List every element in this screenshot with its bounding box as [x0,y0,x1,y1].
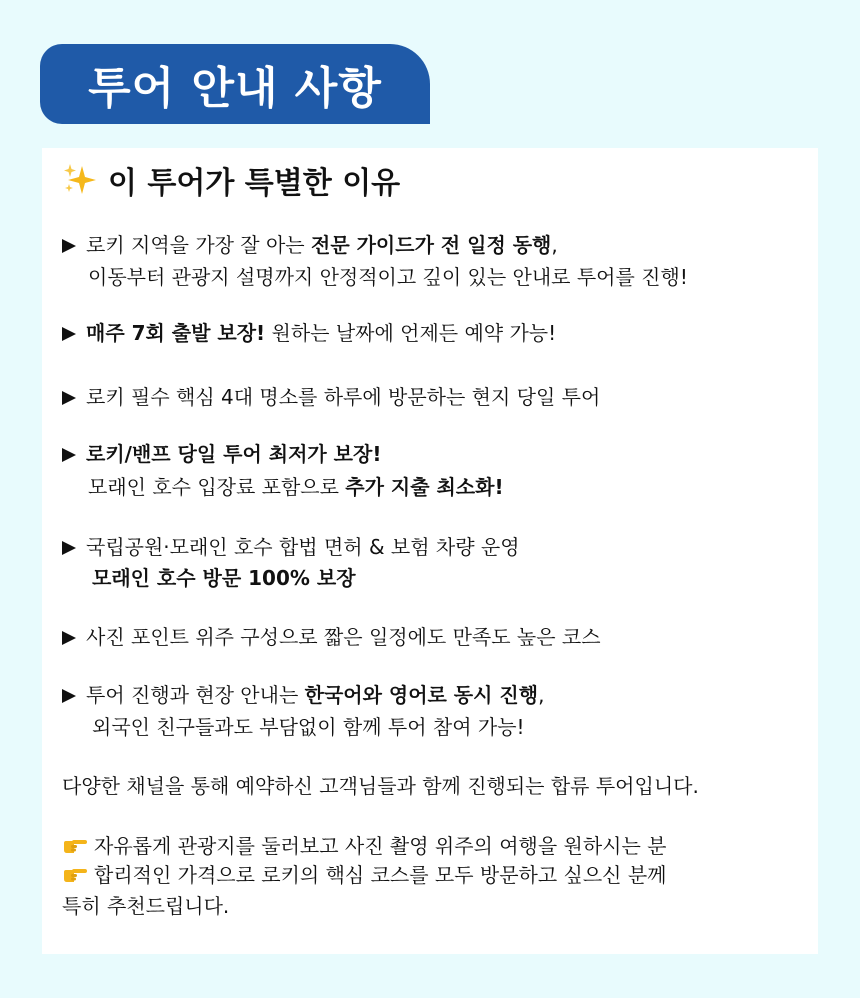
recommend-line: 합리적인 가격으로 로키의 핵심 코스를 모두 방문하고 싶으신 분께 [62,862,667,888]
list-item-detail: 외국인 친구들과도 부담없이 함께 투어 참여 가능! [92,715,525,739]
page-title: 투어 안내 사항 [88,63,382,114]
list-item: 로키/밴프 당일 투어 최저가 보장! [62,441,381,467]
recommend-line: 자유롭게 관광지를 둘러보고 사진 촬영 위주의 여행을 원하시는 분 [62,833,667,859]
triangle-right-icon [62,448,76,462]
triangle-right-icon [62,631,76,645]
list-item: 투어 진행과 현장 안내는 한국어와 영어로 동시 진행, [62,682,544,708]
pointing-hand-icon [62,866,88,884]
triangle-right-icon [62,391,76,405]
tour-note: 다양한 채널을 통해 예약하신 고객님들과 함께 진행되는 합류 투어입니다. [62,774,699,798]
title-badge [40,44,430,124]
list-item: 사진 포인트 위주 구성으로 짧은 일정에도 만족도 높은 코스 [62,624,601,650]
list-item-detail: 이동부터 관광지 설명까지 안정적이고 깊이 있는 안내로 투어를 진행! [88,265,688,289]
list-item: 매주 7회 출발 보장! 원하는 날짜에 언제든 예약 가능! [62,320,556,346]
triangle-right-icon [62,689,76,703]
section-heading-text: 이 투어가 특별한 이유 [108,166,401,201]
list-item: 로키 필수 핵심 4대 명소를 하루에 방문하는 현지 당일 투어 [62,384,600,410]
pointing-hand-icon [62,837,88,855]
sparkles-icon [62,162,98,198]
list-item: 로키 지역을 가장 잘 아는 전문 가이드가 전 일정 동행, [62,232,558,258]
section-heading [62,158,400,202]
list-item-detail: 모래인 호수 입장료 포함으로 추가 지출 최소화! [88,475,504,499]
triangle-right-icon [62,541,76,555]
triangle-right-icon [62,239,76,253]
list-item-detail: 모래인 호수 방문 100% 보장 [92,566,356,590]
triangle-right-icon [62,327,76,341]
recommend-line: 특히 추천드립니다. [62,894,230,918]
list-item: 국립공원·모래인 호수 합법 면허 & 보험 차량 운영 [62,534,520,560]
